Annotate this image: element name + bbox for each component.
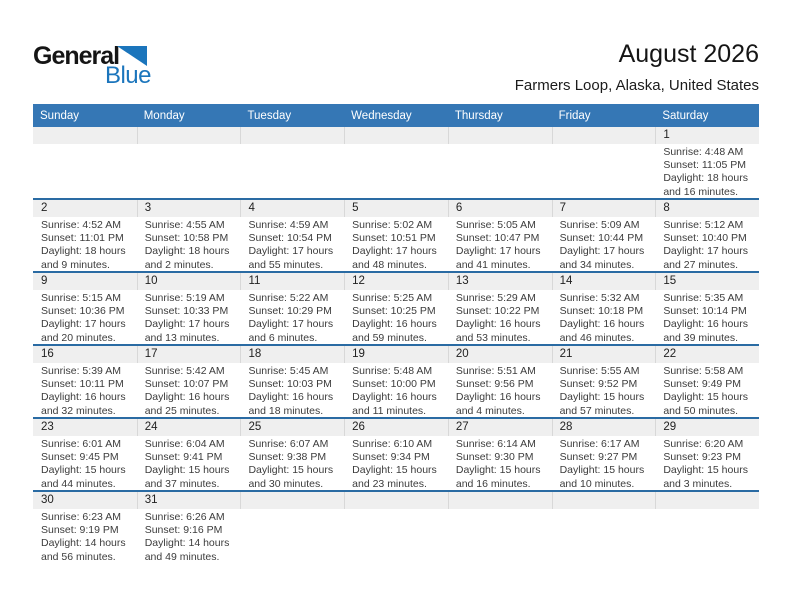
- page-subtitle: Farmers Loop, Alaska, United States: [514, 77, 759, 94]
- day-number: 26: [344, 419, 448, 436]
- day-daylight-minutes: and 20 minutes.: [41, 331, 116, 344]
- day-daylight-minutes: and 27 minutes.: [663, 258, 739, 271]
- day-number: 16: [41, 348, 54, 360]
- day-daylight-hours: Daylight: 17 hours: [352, 245, 437, 258]
- day-sunset: Sunset: 10:00 PM: [352, 378, 436, 391]
- day-sunrise: Sunrise: 5:09 AM: [559, 219, 640, 231]
- day-cell: [33, 436, 137, 490]
- day-sunset: Sunset: 10:58 PM: [144, 232, 229, 245]
- day-sunset: Sunset: 10:14 PM: [663, 305, 747, 318]
- day-sunrise: Sunrise: 4:55 AM: [144, 219, 225, 231]
- day-number: 13: [448, 273, 552, 290]
- day-daylight-hours: Daylight: 14 hours: [41, 537, 126, 550]
- day-cell: [655, 217, 759, 271]
- day-sunset: Sunset: 10:07 PM: [144, 378, 229, 391]
- day-number: 30: [41, 494, 54, 506]
- day-cell: [655, 436, 759, 490]
- day-number: [344, 127, 448, 144]
- day-number: 27: [448, 419, 552, 436]
- day-cell: [448, 363, 552, 417]
- day-number: 10: [137, 273, 241, 290]
- day-cell: [33, 509, 137, 563]
- day-number: [33, 127, 137, 144]
- day-daylight-minutes: and 18 minutes.: [248, 404, 324, 417]
- weekday-header-row: [33, 104, 759, 127]
- calendar-body: [33, 127, 759, 563]
- day-sunset: Sunset: 10:47 PM: [455, 232, 540, 245]
- day-sunrise: Sunrise: 5:19 AM: [144, 292, 225, 304]
- day-number: [552, 127, 656, 144]
- day-sunset: Sunset: 10:44 PM: [559, 232, 644, 245]
- day-daylight-hours: Daylight: 15 hours: [352, 464, 437, 477]
- day-cell: [33, 290, 137, 344]
- day-sunset: Sunset: 10:54 PM: [248, 232, 332, 245]
- day-sunrise: Sunrise: 5:02 AM: [352, 219, 433, 231]
- day-cell: [344, 363, 448, 417]
- day-number: 24: [137, 419, 241, 436]
- day-number: 3: [137, 200, 241, 217]
- day-number: 11: [240, 273, 344, 290]
- day-cell: [448, 290, 552, 344]
- day-cell: [552, 509, 656, 563]
- day-daylight-minutes: and 10 minutes.: [559, 477, 635, 490]
- day-details-band: [33, 290, 759, 344]
- day-cell: [344, 144, 448, 198]
- day-details-band: [33, 217, 759, 271]
- day-sunset: Sunset: 10:29 PM: [248, 305, 332, 318]
- day-number: 21: [552, 346, 656, 363]
- week-row: [33, 490, 759, 563]
- day-sunset: Sunset: 11:01 PM: [41, 232, 124, 245]
- day-number-band: [33, 492, 759, 509]
- day-daylight-hours: Daylight: 17 hours: [455, 245, 541, 258]
- day-daylight-minutes: and 53 minutes.: [455, 331, 531, 344]
- day-daylight-hours: Daylight: 16 hours: [559, 318, 645, 331]
- day-cell: [552, 217, 656, 271]
- day-sunrise: Sunrise: 6:23 AM: [41, 511, 121, 523]
- day-sunset: Sunset: 9:16 PM: [144, 524, 223, 537]
- day-daylight-hours: Daylight: 15 hours: [41, 464, 126, 477]
- day-number: 18: [240, 346, 344, 363]
- day-sunset: Sunset: 11:05 PM: [663, 159, 746, 172]
- day-daylight-hours: Daylight: 17 hours: [144, 318, 230, 331]
- day-daylight-minutes: and 39 minutes.: [663, 331, 739, 344]
- day-daylight-minutes: and 23 minutes.: [352, 477, 427, 490]
- week-row: [33, 271, 759, 344]
- day-sunset: Sunset: 9:41 PM: [144, 451, 223, 464]
- day-sunrise: Sunrise: 5:05 AM: [455, 219, 536, 231]
- day-number: [344, 492, 448, 509]
- day-daylight-hours: Daylight: 16 hours: [352, 391, 437, 404]
- day-daylight-minutes: and 59 minutes.: [352, 331, 427, 344]
- day-sunrise: Sunrise: 5:12 AM: [663, 219, 744, 231]
- day-sunset: Sunset: 9:23 PM: [663, 451, 741, 464]
- day-cell: [344, 436, 448, 490]
- day-sunset: Sunset: 9:30 PM: [455, 451, 534, 464]
- day-daylight-minutes: and 25 minutes.: [144, 404, 220, 417]
- day-number: 15: [655, 273, 759, 290]
- day-cell: [448, 217, 552, 271]
- day-sunrise: Sunrise: 4:59 AM: [248, 219, 329, 231]
- day-number: 8: [655, 200, 759, 217]
- day-sunrise: Sunrise: 6:01 AM: [41, 438, 121, 450]
- day-cell: [655, 363, 759, 417]
- day-sunrise: Sunrise: 6:20 AM: [663, 438, 744, 450]
- day-number: 4: [240, 200, 344, 217]
- day-daylight-minutes: and 13 minutes.: [144, 331, 220, 344]
- day-daylight-hours: Daylight: 17 hours: [663, 245, 748, 258]
- day-cell: [448, 144, 552, 198]
- day-sunset: Sunset: 10:36 PM: [41, 305, 125, 318]
- day-sunrise: Sunrise: 5:29 AM: [455, 292, 536, 304]
- day-number: 17: [137, 346, 241, 363]
- day-cell: [344, 217, 448, 271]
- day-daylight-hours: Daylight: 16 hours: [455, 318, 541, 331]
- day-number: 9: [41, 275, 48, 287]
- day-number: 6: [448, 200, 552, 217]
- day-sunset: Sunset: 9:52 PM: [559, 378, 638, 391]
- day-number: [448, 492, 552, 509]
- weekday-header-saturday: Saturday: [662, 109, 709, 122]
- day-daylight-hours: Daylight: 15 hours: [559, 391, 645, 404]
- day-sunrise: Sunrise: 6:17 AM: [559, 438, 640, 450]
- day-cell: [552, 290, 656, 344]
- day-daylight-hours: Daylight: 17 hours: [41, 318, 126, 331]
- day-daylight-hours: Daylight: 15 hours: [455, 464, 541, 477]
- day-daylight-hours: Daylight: 15 hours: [663, 464, 748, 477]
- day-details-band: [33, 363, 759, 417]
- day-daylight-hours: Daylight: 15 hours: [144, 464, 230, 477]
- day-daylight-minutes: and 50 minutes.: [663, 404, 739, 417]
- day-cell: [655, 144, 759, 198]
- day-cell: [137, 290, 241, 344]
- day-sunrise: Sunrise: 6:26 AM: [144, 511, 225, 523]
- week-row: [33, 417, 759, 490]
- day-number: [448, 127, 552, 144]
- day-daylight-minutes: and 6 minutes.: [248, 331, 318, 344]
- day-cell: [655, 290, 759, 344]
- day-number: [137, 127, 241, 144]
- day-number: [240, 127, 344, 144]
- day-sunrise: Sunrise: 6:04 AM: [144, 438, 225, 450]
- day-sunset: Sunset: 9:34 PM: [352, 451, 430, 464]
- day-daylight-minutes: and 49 minutes.: [144, 550, 220, 563]
- day-sunset: Sunset: 9:49 PM: [663, 378, 741, 391]
- day-daylight-minutes: and 11 minutes.: [352, 404, 427, 417]
- day-cell: [344, 509, 448, 563]
- day-number: [552, 492, 656, 509]
- day-daylight-hours: Daylight: 17 hours: [248, 245, 334, 258]
- general-blue-logo: [33, 44, 153, 88]
- day-daylight-minutes: and 2 minutes.: [144, 258, 214, 271]
- day-daylight-hours: Daylight: 18 hours: [41, 245, 126, 258]
- week-row: [33, 198, 759, 271]
- day-daylight-minutes: and 37 minutes.: [144, 477, 220, 490]
- day-number: 25: [240, 419, 344, 436]
- day-cell: [344, 290, 448, 344]
- day-daylight-hours: Daylight: 17 hours: [559, 245, 645, 258]
- day-number: 20: [448, 346, 552, 363]
- day-sunset: Sunset: 9:56 PM: [455, 378, 534, 391]
- day-number: 29: [655, 419, 759, 436]
- day-daylight-hours: Daylight: 16 hours: [663, 318, 748, 331]
- day-details-band: [33, 144, 759, 198]
- day-sunset: Sunset: 9:45 PM: [41, 451, 119, 464]
- day-number: 7: [552, 200, 656, 217]
- day-sunrise: Sunrise: 5:48 AM: [352, 365, 433, 377]
- day-daylight-minutes: and 44 minutes.: [41, 477, 116, 490]
- day-sunrise: Sunrise: 5:55 AM: [559, 365, 640, 377]
- day-sunset: Sunset: 10:03 PM: [248, 378, 332, 391]
- day-cell: [448, 436, 552, 490]
- day-cell: [137, 509, 241, 563]
- day-cell: [33, 363, 137, 417]
- day-sunset: Sunset: 10:40 PM: [663, 232, 747, 245]
- day-daylight-hours: Daylight: 16 hours: [248, 391, 334, 404]
- day-sunrise: Sunrise: 5:22 AM: [248, 292, 329, 304]
- weekday-header-wednesday: Wednesday: [351, 109, 412, 122]
- day-number: 1: [655, 127, 759, 144]
- day-daylight-hours: Daylight: 16 hours: [455, 391, 541, 404]
- day-sunrise: Sunrise: 6:07 AM: [248, 438, 329, 450]
- day-cell: [552, 436, 656, 490]
- day-details-band: [33, 509, 759, 563]
- day-sunset: Sunset: 10:51 PM: [352, 232, 436, 245]
- weekday-header-monday: Monday: [143, 109, 185, 122]
- day-cell: [137, 436, 241, 490]
- day-cell: [552, 363, 656, 417]
- day-number-band: [33, 419, 759, 436]
- day-number: 12: [344, 273, 448, 290]
- weekday-header-sunday: Sunday: [40, 109, 80, 122]
- day-sunrise: Sunrise: 5:58 AM: [663, 365, 744, 377]
- day-number: [655, 492, 759, 509]
- weekday-header-tuesday: Tuesday: [247, 109, 292, 122]
- day-sunrise: Sunrise: 5:25 AM: [352, 292, 433, 304]
- day-daylight-hours: Daylight: 15 hours: [559, 464, 645, 477]
- page-title: August 2026: [618, 40, 759, 68]
- logo-text-general: General: [33, 42, 120, 70]
- day-cell: [240, 509, 344, 563]
- day-daylight-minutes: and 41 minutes.: [455, 258, 531, 271]
- weekday-header-thursday: Thursday: [454, 109, 503, 122]
- day-sunrise: Sunrise: 5:45 AM: [248, 365, 329, 377]
- day-cell: [137, 217, 241, 271]
- day-number: 23: [41, 421, 54, 433]
- day-sunrise: Sunrise: 5:39 AM: [41, 365, 121, 377]
- day-daylight-minutes: and 9 minutes.: [41, 258, 110, 271]
- day-daylight-minutes: and 56 minutes.: [41, 550, 116, 563]
- day-cell: [240, 217, 344, 271]
- day-number: 19: [344, 346, 448, 363]
- day-sunrise: Sunrise: 5:42 AM: [144, 365, 225, 377]
- day-daylight-hours: Daylight: 17 hours: [248, 318, 334, 331]
- day-sunrise: Sunrise: 5:51 AM: [455, 365, 536, 377]
- day-number: [240, 492, 344, 509]
- day-sunset: Sunset: 10:11 PM: [41, 378, 124, 391]
- day-daylight-hours: Daylight: 18 hours: [144, 245, 230, 258]
- day-number-band: [33, 273, 759, 290]
- day-cell: [137, 144, 241, 198]
- day-cell: [240, 436, 344, 490]
- day-number: 31: [137, 492, 241, 509]
- day-number: 2: [41, 202, 48, 214]
- day-daylight-minutes: and 16 minutes.: [663, 185, 739, 198]
- day-sunset: Sunset: 9:38 PM: [248, 451, 327, 464]
- day-cell: [552, 144, 656, 198]
- week-row: [33, 344, 759, 417]
- day-daylight-hours: Daylight: 15 hours: [663, 391, 748, 404]
- day-details-band: [33, 436, 759, 490]
- day-cell: [240, 144, 344, 198]
- day-daylight-minutes: and 32 minutes.: [41, 404, 116, 417]
- day-daylight-hours: Daylight: 18 hours: [663, 172, 748, 185]
- day-sunset: Sunset: 9:27 PM: [559, 451, 638, 464]
- day-daylight-hours: Daylight: 15 hours: [248, 464, 334, 477]
- day-number-band: [33, 127, 759, 144]
- day-daylight-minutes: and 48 minutes.: [352, 258, 427, 271]
- day-sunset: Sunset: 10:33 PM: [144, 305, 229, 318]
- day-daylight-minutes: and 3 minutes.: [663, 477, 733, 490]
- day-sunrise: Sunrise: 5:32 AM: [559, 292, 640, 304]
- day-sunrise: Sunrise: 4:52 AM: [41, 219, 121, 231]
- day-daylight-minutes: and 46 minutes.: [559, 331, 635, 344]
- day-daylight-hours: Daylight: 16 hours: [144, 391, 230, 404]
- day-daylight-minutes: and 30 minutes.: [248, 477, 324, 490]
- day-cell: [240, 290, 344, 344]
- day-sunrise: Sunrise: 5:15 AM: [41, 292, 121, 304]
- day-daylight-hours: Daylight: 14 hours: [144, 537, 230, 550]
- day-daylight-minutes: and 16 minutes.: [455, 477, 531, 490]
- day-daylight-hours: Daylight: 16 hours: [352, 318, 437, 331]
- day-sunset: Sunset: 10:22 PM: [455, 305, 540, 318]
- weekday-header-friday: Friday: [558, 109, 591, 122]
- day-number: 14: [552, 273, 656, 290]
- day-number: 5: [344, 200, 448, 217]
- day-sunrise: Sunrise: 6:14 AM: [455, 438, 536, 450]
- day-cell: [33, 144, 137, 198]
- day-cell: [448, 509, 552, 563]
- day-daylight-minutes: and 34 minutes.: [559, 258, 635, 271]
- day-cell: [137, 363, 241, 417]
- day-number: 28: [552, 419, 656, 436]
- day-sunrise: Sunrise: 5:35 AM: [663, 292, 744, 304]
- calendar-grid: [33, 104, 759, 563]
- day-sunset: Sunset: 9:19 PM: [41, 524, 119, 537]
- logo-text-blue: Blue: [104, 62, 151, 89]
- day-daylight-hours: Daylight: 16 hours: [41, 391, 126, 404]
- day-number-band: [33, 200, 759, 217]
- day-cell: [33, 217, 137, 271]
- day-number: 22: [655, 346, 759, 363]
- day-cell: [655, 509, 759, 563]
- day-sunset: Sunset: 10:18 PM: [559, 305, 644, 318]
- day-sunrise: Sunrise: 6:10 AM: [352, 438, 433, 450]
- day-sunset: Sunset: 10:25 PM: [352, 305, 436, 318]
- day-cell: [240, 363, 344, 417]
- day-number-band: [33, 346, 759, 363]
- day-daylight-minutes: and 57 minutes.: [559, 404, 635, 417]
- day-sunrise: Sunrise: 4:48 AM: [663, 146, 744, 158]
- day-daylight-minutes: and 55 minutes.: [248, 258, 324, 271]
- day-daylight-minutes: and 4 minutes.: [455, 404, 525, 417]
- week-row: [33, 127, 759, 198]
